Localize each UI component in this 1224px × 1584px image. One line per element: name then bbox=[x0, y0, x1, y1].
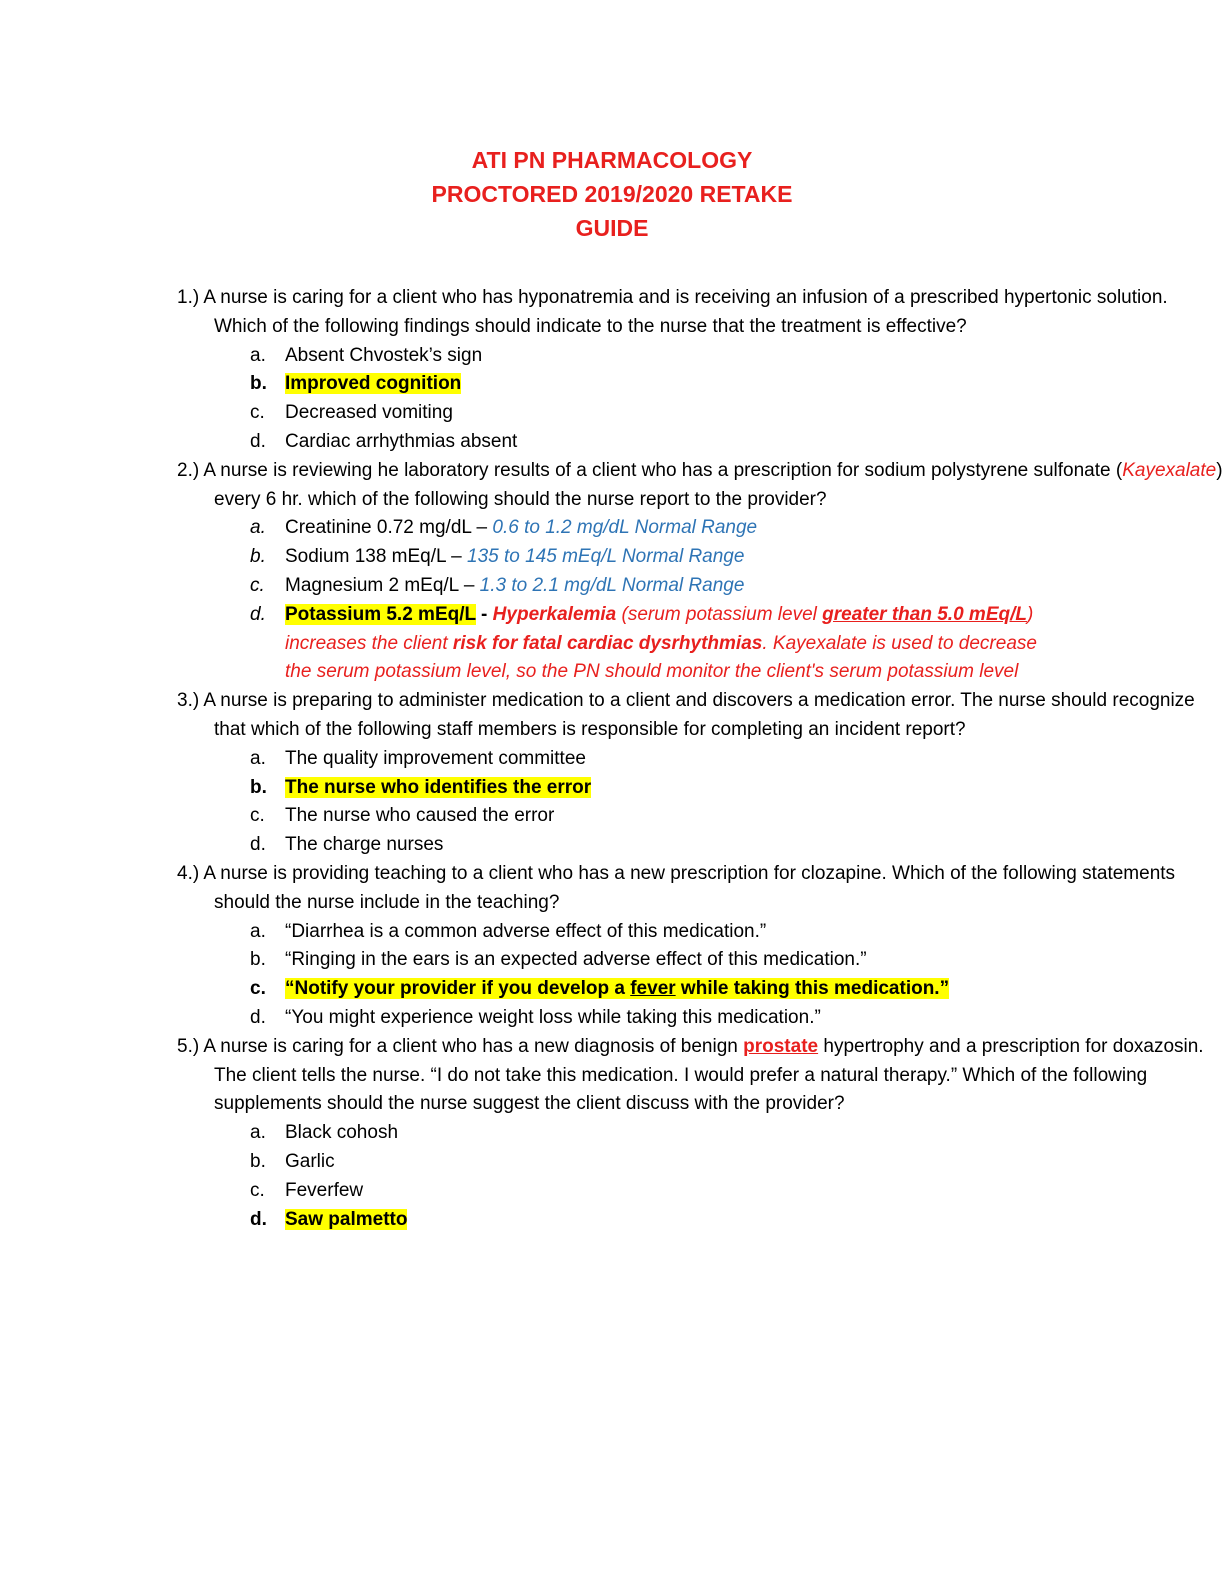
title-line-3: GUIDE bbox=[575, 215, 649, 241]
rationale-term: Hyperkalemia bbox=[492, 603, 617, 625]
option-letter: b. bbox=[250, 776, 267, 798]
question-4-option-b bbox=[0, 946, 1224, 975]
option-text: The nurse who caused the error bbox=[285, 805, 555, 827]
question-1-option-d bbox=[0, 428, 1224, 457]
question-5-option-d-correct bbox=[0, 1206, 1224, 1235]
question-4-stem: 4.) A nurse is providing teaching to a client who has a new prescription for clozapine. Which of the following statements should the nurse include in the teaching? bbox=[177, 862, 1176, 913]
separator-dash: - bbox=[475, 603, 493, 625]
question-1-option-a bbox=[0, 342, 1224, 371]
option-letter: c. bbox=[250, 805, 265, 827]
normal-range-note: 0.6 to 1.2 mg/dL Normal Range bbox=[492, 517, 758, 539]
question-3-option-d bbox=[0, 831, 1224, 860]
question-5-option-a bbox=[0, 1119, 1224, 1148]
option-letter: c. bbox=[250, 978, 266, 1000]
title-line-2: PROCTORED 2019/2020 RETAKE bbox=[431, 181, 793, 207]
option-letter: b. bbox=[250, 949, 266, 971]
option-letter: d. bbox=[250, 1208, 267, 1230]
option-text: “Diarrhea is a common adverse effect of this medication.” bbox=[285, 920, 767, 942]
question-5-option-c bbox=[0, 1177, 1224, 1206]
option-letter: b. bbox=[250, 546, 266, 568]
question-3-stem: 3.) A nurse is preparing to administer medication to a client and discovers a medication error. The nurse should recognize that which of the following staff members is responsible for completing an incident report? bbox=[177, 690, 1195, 740]
drug-name: Kayexalate bbox=[1122, 459, 1217, 481]
option-text: Garlic bbox=[285, 1150, 335, 1172]
rationale-threshold: greater than 5.0 mEq/L bbox=[822, 603, 1027, 625]
question-2-option-d-correct bbox=[0, 601, 1224, 687]
rationale-text: ) increases the client bbox=[285, 603, 1034, 654]
question-3-option-a bbox=[0, 745, 1224, 774]
rationale-risk: risk for fatal cardiac dysrhythmias bbox=[452, 632, 763, 654]
option-text-highlighted: Improved cognition bbox=[285, 373, 462, 395]
option-text: The charge nurses bbox=[285, 834, 444, 856]
option-text-highlighted: Potassium 5.2 mEq/L bbox=[285, 603, 476, 625]
option-text: Decreased vomiting bbox=[285, 402, 453, 424]
question-5-option-b bbox=[0, 1148, 1224, 1177]
question-1-option-b-correct bbox=[0, 370, 1224, 399]
option-letter: a. bbox=[250, 747, 266, 769]
option-text: “You might experience weight loss while taking this medication.” bbox=[285, 1006, 821, 1028]
option-text: Creatinine 0.72 mg/dL – bbox=[285, 517, 493, 539]
document-title bbox=[0, 143, 1224, 245]
question-2-option-c bbox=[0, 572, 1224, 601]
question-2-option-b bbox=[0, 543, 1224, 572]
keyword-fever: fever bbox=[630, 978, 676, 1000]
normal-range-note: 1.3 to 2.1 mg/dL Normal Range bbox=[479, 574, 745, 596]
title-line-1: ATI PN PHARMACOLOGY bbox=[471, 147, 753, 173]
option-text: “Ringing in the ears is an expected adverse effect of this medication.” bbox=[285, 949, 867, 971]
option-text: Sodium 138 mEq/L – bbox=[285, 546, 468, 568]
option-text: Feverfew bbox=[285, 1179, 364, 1201]
option-letter: c. bbox=[250, 574, 265, 596]
rationale-text: . Kayexalate is used to decrease the serum potassium level, so the PN should monitor the client's serum potassium level bbox=[285, 632, 1037, 683]
rationale-text: (serum potassium level bbox=[616, 603, 823, 625]
option-text: Absent Chvostek’s sign bbox=[285, 344, 483, 366]
option-letter: a. bbox=[250, 920, 266, 942]
question-4-option-c-correct bbox=[0, 975, 1224, 1004]
option-letter: b. bbox=[250, 1150, 266, 1172]
question-5-stem bbox=[0, 1033, 1224, 1119]
keyword-prostate: prostate bbox=[743, 1035, 819, 1057]
question-1-stem: 1.) A nurse is caring for a client who has hyponatremia and is receiving an infusion of a prescribed hypertonic solution. Which of the following findings should indicate to the nurse that the treatment is effective? bbox=[177, 287, 1168, 337]
stem-text: 2.) A nurse is reviewing he laboratory results of a client who has a prescription for sodium polystyrene sulfonate ( bbox=[177, 459, 1123, 481]
option-text: “Notify your provider if you develop a bbox=[285, 978, 631, 1000]
stem-text: 5.) A nurse is caring for a client who has a new diagnosis of benign bbox=[177, 1035, 744, 1057]
option-letter: c. bbox=[250, 1179, 265, 1201]
option-text: The quality improvement committee bbox=[285, 747, 586, 769]
option-text-highlighted: The nurse who identifies the error bbox=[285, 776, 592, 798]
question-1-option-c bbox=[0, 399, 1224, 428]
option-letter: a. bbox=[250, 344, 266, 366]
question-2-option-a bbox=[0, 514, 1224, 543]
question-4-option-a bbox=[0, 918, 1224, 947]
option-text-highlighted: Saw palmetto bbox=[285, 1208, 408, 1230]
question-3-option-c bbox=[0, 802, 1224, 831]
question-2-stem bbox=[0, 457, 1224, 515]
option-letter: d. bbox=[250, 834, 266, 856]
question-3-option-b-correct bbox=[0, 774, 1224, 803]
option-letter: a. bbox=[250, 517, 266, 539]
option-letter: d. bbox=[250, 430, 266, 452]
option-text: Black cohosh bbox=[285, 1122, 399, 1144]
option-letter: a. bbox=[250, 1122, 266, 1144]
option-text: Cardiac arrhythmias absent bbox=[285, 430, 518, 452]
option-text: while taking this medication.” bbox=[675, 978, 950, 1000]
option-letter: d. bbox=[250, 1006, 266, 1028]
stem-text: ) every 6 hr. which of the following should the nurse report to the provider? bbox=[214, 459, 1223, 510]
stem-text: hypertrophy and a prescription for doxazosin. The client tells the nurse. “I do not take this medication. I would prefer a natural therapy.” Which of the following supplements should the nurse suggest the client discuss with the provider? bbox=[214, 1035, 1204, 1115]
option-text-highlighted bbox=[285, 978, 949, 999]
option-letter: d. bbox=[250, 603, 266, 625]
question-list bbox=[0, 284, 1224, 1234]
normal-range-note: 135 to 145 mEq/L Normal Range bbox=[467, 546, 745, 568]
option-letter: c. bbox=[250, 402, 265, 424]
option-text: Magnesium 2 mEq/L – bbox=[285, 574, 480, 596]
question-4-option-d bbox=[0, 1004, 1224, 1033]
option-letter: b. bbox=[250, 373, 267, 395]
